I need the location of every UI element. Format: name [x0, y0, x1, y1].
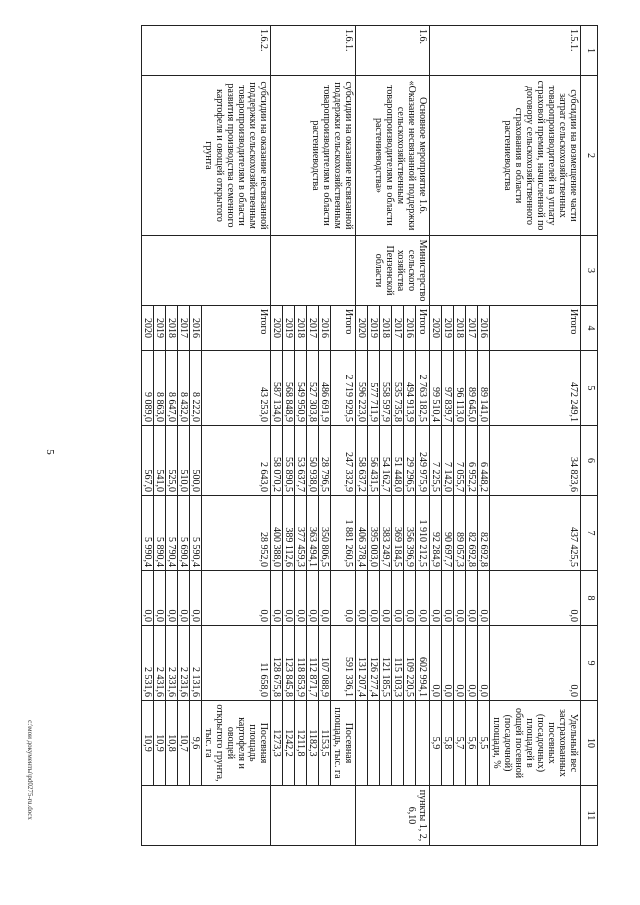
value-c5: 8 647,0 [166, 351, 178, 426]
value-c10: 1211,8 [295, 701, 307, 786]
value-c10: 10,7 [178, 701, 190, 786]
table-row-total [490, 26, 581, 846]
value-c8: 0,0 [466, 571, 478, 626]
value-c10: 1153,5 [319, 701, 331, 786]
total-c7: 1 910 212,5 [416, 496, 430, 571]
value-c5: 535 735,8 [392, 351, 404, 426]
year-cell: 2018 [166, 306, 178, 351]
total-c9: 602 994,1 [416, 626, 430, 701]
item-number: 1.6.1. [271, 26, 356, 76]
year-cell: 2019 [368, 306, 380, 351]
col-number: 2 [581, 76, 598, 236]
value-c10: 10,9 [142, 701, 154, 786]
total-label: Итого [202, 306, 271, 351]
item-name: субсидии на оказание несвязанной поддержки сельскохозяйственным товаропроизводителям в области растениеводства [271, 76, 356, 236]
value-c6: 510,0 [178, 426, 190, 496]
total-label: Итого [416, 306, 430, 351]
value-c7: 350 806,5 [319, 496, 331, 571]
value-c10: 5,9 [430, 701, 442, 786]
value-c6: 7 142,0 [442, 426, 454, 496]
value-c6: 525,0 [166, 426, 178, 496]
table-body [142, 26, 581, 846]
value-c7: 82 692,8 [478, 496, 490, 571]
value-c9: 2 431,6 [154, 626, 166, 701]
value-c7: 5 690,4 [178, 496, 190, 571]
total-c8: 0,0 [331, 571, 356, 626]
value-c6: 50 938,0 [307, 426, 319, 496]
col-number: 5 [581, 351, 598, 426]
value-c10: 1242,2 [283, 701, 295, 786]
item-number: 1.6.2. [142, 26, 271, 76]
col-number: 10 [581, 701, 598, 786]
year-cell: 2020 [356, 306, 368, 351]
executor [430, 236, 581, 306]
column-number-row [581, 26, 598, 846]
total-c5: 472 249,1 [490, 351, 581, 426]
value-c8: 0,0 [271, 571, 283, 626]
value-c5: 494 913,9 [404, 351, 416, 426]
value-c10: 5,5 [478, 701, 490, 786]
value-c9: 0,0 [430, 626, 442, 701]
item-name: Основное мероприятие 1.6. «Оказание несвязанной поддержки сельскохозяйственным товаропроизводителям в области растениеводства» [356, 76, 430, 236]
value-c8: 0,0 [295, 571, 307, 626]
value-c5: 558 597,9 [380, 351, 392, 426]
value-c9: 2 131,6 [190, 626, 202, 701]
col-number: 3 [581, 236, 598, 306]
reference-points: пункты 1, 2, 6,10 [356, 786, 430, 846]
value-c5: 89 645,0 [466, 351, 478, 426]
indicator-name: Посевная площадь, тыс. га [331, 701, 356, 786]
value-c8: 0,0 [404, 571, 416, 626]
value-c10: 10,8 [166, 701, 178, 786]
value-c5: 577 711,9 [368, 351, 380, 426]
value-c9: 131 207,4 [356, 626, 368, 701]
table-row-total [202, 26, 271, 846]
value-c5: 8 863,0 [154, 351, 166, 426]
total-c9: 11 658,0 [202, 626, 271, 701]
value-c9: 128 675,8 [271, 626, 283, 701]
value-c10: 1273,3 [271, 701, 283, 786]
rotated-table-container [63, 25, 598, 845]
executor [271, 236, 356, 306]
table-row-total [331, 26, 356, 846]
value-c10 [404, 701, 416, 786]
value-c7: 82 692,8 [466, 496, 478, 571]
value-c5: 8 222,0 [190, 351, 202, 426]
value-c5: 9 089,0 [142, 351, 154, 426]
value-c8: 0,0 [442, 571, 454, 626]
value-c9: 112 871,7 [307, 626, 319, 701]
value-c9: 0,0 [478, 626, 490, 701]
value-c9: 107 088,9 [319, 626, 331, 701]
value-c10 [392, 701, 404, 786]
year-cell: 2020 [271, 306, 283, 351]
value-c8: 0,0 [142, 571, 154, 626]
total-c6: 2 643,0 [202, 426, 271, 496]
col-number: 11 [581, 786, 598, 846]
table-row-total [416, 26, 430, 846]
value-c7: 5 590,4 [190, 496, 202, 571]
value-c7: 5 890,4 [154, 496, 166, 571]
value-c10: 5,6 [466, 701, 478, 786]
total-c8: 0,0 [490, 571, 581, 626]
value-c5: 89 141,0 [478, 351, 490, 426]
total-c5: 2 719 929,5 [331, 351, 356, 426]
value-c10 [356, 701, 368, 786]
value-c7: 5 990,4 [142, 496, 154, 571]
value-c8: 0,0 [478, 571, 490, 626]
col-number: 7 [581, 496, 598, 571]
value-c8: 0,0 [380, 571, 392, 626]
value-c6: 58 070,2 [271, 426, 283, 496]
total-c7: 437 425,5 [490, 496, 581, 571]
value-c9: 121 185,5 [380, 626, 392, 701]
page-number: 5 [44, 449, 56, 455]
value-c5: 549 950,9 [295, 351, 307, 426]
item-number: 1.5.1. [430, 26, 581, 76]
value-c8: 0,0 [307, 571, 319, 626]
total-c7: 28 952,0 [202, 496, 271, 571]
value-c9: 126 277,4 [368, 626, 380, 701]
col-number: 1 [581, 26, 598, 76]
value-c7: 406 378,4 [356, 496, 368, 571]
indicator-name [416, 701, 430, 786]
year-cell: 2020 [142, 306, 154, 351]
value-c6: 29 296,5 [404, 426, 416, 496]
value-c7: 89 057,3 [454, 496, 466, 571]
year-cell: 2017 [466, 306, 478, 351]
executor: Министерство сельского хозяйства Пензенской области [356, 236, 430, 306]
value-c10: 10,9 [154, 701, 166, 786]
reference-points [271, 786, 356, 846]
value-c7: 389 112,6 [283, 496, 295, 571]
total-c6: 34 823,6 [490, 426, 581, 496]
value-c5: 96 113,0 [454, 351, 466, 426]
value-c5: 568 848,9 [283, 351, 295, 426]
value-c10 [380, 701, 392, 786]
value-c9: 0,0 [466, 626, 478, 701]
year-cell: 2019 [442, 306, 454, 351]
value-c8: 0,0 [178, 571, 190, 626]
year-cell: 2017 [392, 306, 404, 351]
year-cell: 2017 [307, 306, 319, 351]
value-c8: 0,0 [190, 571, 202, 626]
item-name: субсидии на возмещение части затрат сельскохозяйственных товаропроизводителей на уплату страховой премии, начисленной по договору сельскохозяйственного страхования в области растениеводства [430, 76, 581, 236]
col-number: 9 [581, 626, 598, 701]
value-c8: 0,0 [166, 571, 178, 626]
total-c8: 0,0 [202, 571, 271, 626]
value-c9: 118 853,9 [295, 626, 307, 701]
indicator-name: Посевная площадь картофеля и овощей открытого грунта, тыс. га [202, 701, 271, 786]
value-c5: 596 223,0 [356, 351, 368, 426]
year-cell: 2016 [478, 306, 490, 351]
total-label: Итого [490, 306, 581, 351]
value-c7: 400 388,0 [271, 496, 283, 571]
total-c5: 43 253,0 [202, 351, 271, 426]
year-cell: 2018 [380, 306, 392, 351]
item-name: субсидии на оказание несвязанной поддержки сельскохозяйственным товаропроизводителям в области развития производства семенного картофеля и овощей открытого грунта [142, 76, 271, 236]
total-c8: 0,0 [416, 571, 430, 626]
total-c7: 1 881 260,5 [331, 496, 356, 571]
value-c8: 0,0 [356, 571, 368, 626]
value-c6: 58 637,2 [356, 426, 368, 496]
value-c10: 1182,3 [307, 701, 319, 786]
item-number: 1.6. [356, 26, 430, 76]
total-c6: 249 975,9 [416, 426, 430, 496]
year-cell: 2018 [295, 306, 307, 351]
value-c9: 0,0 [454, 626, 466, 701]
value-c9: 2 531,6 [142, 626, 154, 701]
year-cell: 2020 [430, 306, 442, 351]
year-cell: 2017 [178, 306, 190, 351]
reference-points [430, 786, 581, 846]
value-c10: 5,8 [442, 701, 454, 786]
value-c7: 395 003,0 [368, 496, 380, 571]
year-cell: 2016 [190, 306, 202, 351]
value-c5: 97 839,7 [442, 351, 454, 426]
col-number: 8 [581, 571, 598, 626]
executor [142, 236, 271, 306]
value-c5: 527 303,8 [307, 351, 319, 426]
value-c8: 0,0 [283, 571, 295, 626]
value-c9: 2 331,6 [166, 626, 178, 701]
file-path-footer: c:\мои документы\pd0275-ru.docx [26, 720, 34, 820]
value-c6: 53 637,7 [295, 426, 307, 496]
value-c6: 56 431,5 [368, 426, 380, 496]
value-c6: 7 055,7 [454, 426, 466, 496]
year-cell: 2016 [319, 306, 331, 351]
col-number: 4 [581, 306, 598, 351]
value-c6: 500,0 [190, 426, 202, 496]
value-c9: 123 845,8 [283, 626, 295, 701]
value-c7: 369 184,5 [392, 496, 404, 571]
value-c5: 587 134,0 [271, 351, 283, 426]
value-c5: 99 510,4 [430, 351, 442, 426]
total-c5: 2 763 182,5 [416, 351, 430, 426]
value-c8: 0,0 [154, 571, 166, 626]
value-c10: 9,6 [190, 701, 202, 786]
value-c7: 356 396,9 [404, 496, 416, 571]
value-c6: 6 952,2 [466, 426, 478, 496]
total-c9: 0,0 [490, 626, 581, 701]
value-c9: 109 220,5 [404, 626, 416, 701]
program-table [141, 25, 598, 846]
value-c9: 115 103,3 [392, 626, 404, 701]
value-c10: 5,7 [454, 701, 466, 786]
year-cell: 2019 [283, 306, 295, 351]
value-c7: 90 697,7 [442, 496, 454, 571]
total-c9: 591 336,1 [331, 626, 356, 701]
reference-points [142, 786, 271, 846]
value-c8: 0,0 [430, 571, 442, 626]
value-c6: 28 796,5 [319, 426, 331, 496]
value-c6: 6 448,2 [478, 426, 490, 496]
value-c8: 0,0 [392, 571, 404, 626]
value-c10 [368, 701, 380, 786]
value-c6: 7 225,5 [430, 426, 442, 496]
col-number: 6 [581, 426, 598, 496]
year-cell: 2018 [454, 306, 466, 351]
value-c6: 51 448,0 [392, 426, 404, 496]
value-c7: 5 790,4 [166, 496, 178, 571]
value-c8: 0,0 [368, 571, 380, 626]
value-c6: 54 162,7 [380, 426, 392, 496]
value-c8: 0,0 [319, 571, 331, 626]
year-cell: 2016 [404, 306, 416, 351]
value-c9: 2 231,6 [178, 626, 190, 701]
value-c6: 55 890,5 [283, 426, 295, 496]
value-c7: 363 494,1 [307, 496, 319, 571]
value-c7: 92 284,9 [430, 496, 442, 571]
value-c8: 0,0 [454, 571, 466, 626]
value-c9: 0,0 [442, 626, 454, 701]
value-c5: 8 432,0 [178, 351, 190, 426]
value-c7: 377 459,3 [295, 496, 307, 571]
total-label: Итого [331, 306, 356, 351]
year-cell: 2019 [154, 306, 166, 351]
value-c6: 541,0 [154, 426, 166, 496]
value-c5: 486 691,9 [319, 351, 331, 426]
indicator-name: Удельный вес застрахованных посевных (посадочных) площадей в общей посевной (посадочной) площади, % [490, 701, 581, 786]
total-c6: 247 332,9 [331, 426, 356, 496]
value-c6: 567,0 [142, 426, 154, 496]
value-c7: 383 249,7 [380, 496, 392, 571]
